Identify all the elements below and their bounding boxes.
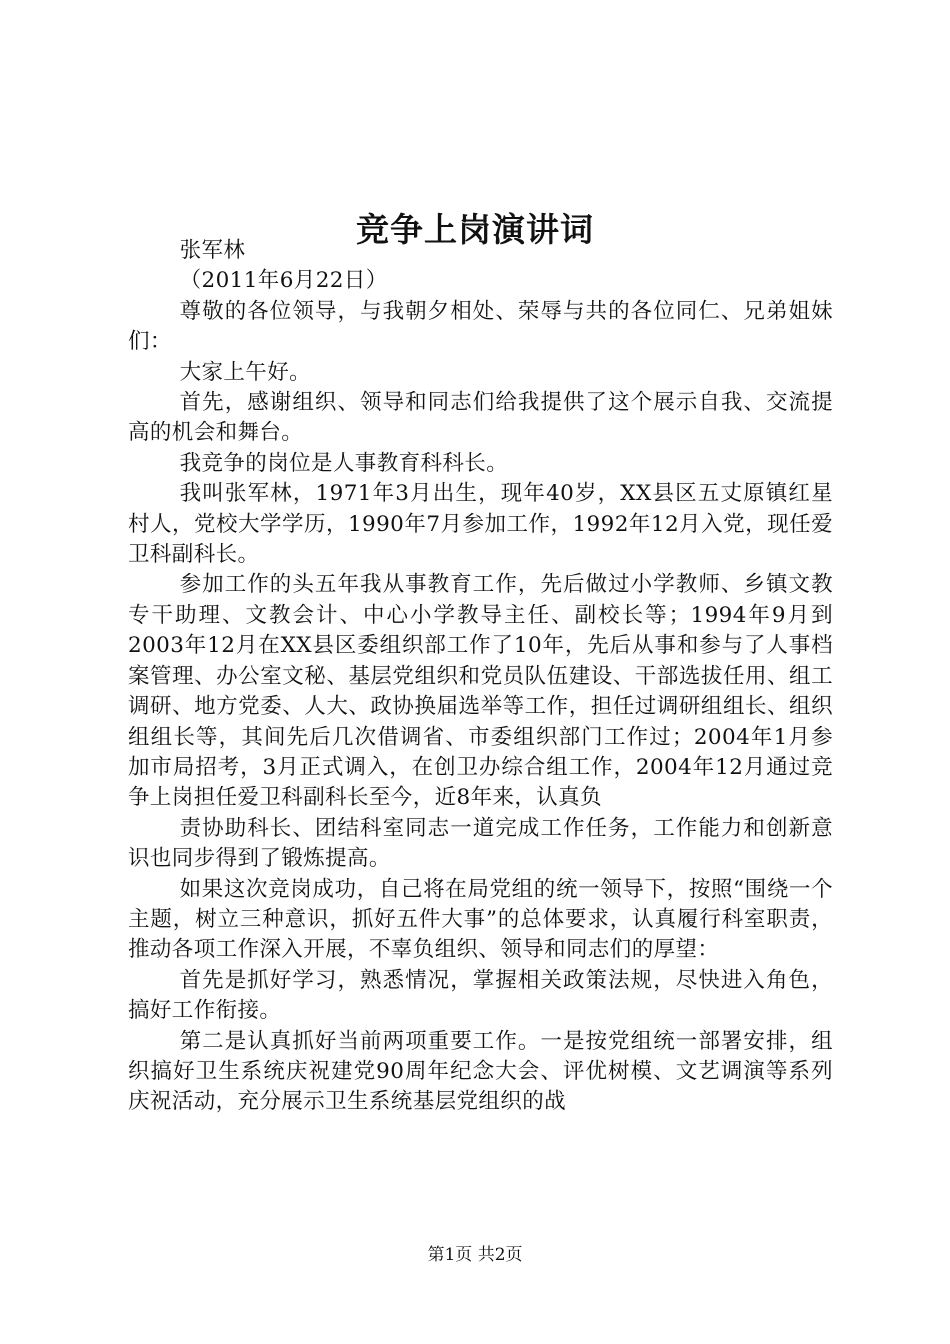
body-paragraph: 首先是抓好学习，熟悉情况，掌握相关政策法规，尽快进入角色，搞好工作衔接。 xyxy=(128,967,833,1024)
body-paragraph: 责协助科长、团结科室同志一道完成工作任务，工作能力和创新意识也同步得到了锻炼提高。 xyxy=(128,815,833,872)
speech-date: （2011年6月22日） xyxy=(179,268,388,294)
document-body xyxy=(128,236,833,1118)
page-number-footer: 第1页 共2页 xyxy=(427,1245,523,1265)
body-paragraph: 我叫张军林，1971年3月出生，现年40岁，XX县区五丈原镇红星村人，党校大学学历，1990年7月参加工作，1992年12月入党，现任爱卫科副科长。 xyxy=(128,481,833,568)
greeting: 大家上午好。 xyxy=(179,359,311,385)
body-paragraph: 首先，感谢组织、领导和同志们给我提供了这个展示自我、交流提高的机会和舞台。 xyxy=(128,390,833,446)
body-paragraph: 参加工作的头五年我从事教育工作，先后做过小学教师、乡镇文教专干助理、文教会计、中心小学教导主任、副校长等；1994年9月到2003年12月在XX县区委组织部工作了10年，先后从事和参与了人事档案管理、办公室文秘、基层党组织和党员队伍建设、干部选拔任用、组工调研、地方党委、人大、政协换届选举等工作，担任过调研组组长、组织组组长等，其间先后几次借调省、市委组织部门工作过；2004年1月参加市局招考，3月正式调入，在创卫办综合组工作，2004年12月通过竞争上岗担任爱卫科副科长至今，近8年来，认真负 xyxy=(128,572,833,811)
document-title: 竞争上岗演讲词 xyxy=(356,210,594,250)
body-paragraph: 我竞争的岗位是人事教育科科长。 xyxy=(179,450,509,476)
author-name: 张军林 xyxy=(179,238,246,263)
body-paragraph: 第二是认真抓好当前两项重要工作。一是按党组统一部署安排，组织搞好卫生系统庆祝建党90周年纪念大会、评优树模、文艺调演等系列庆祝活动，充分展示卫生系统基层党组织的战 xyxy=(128,1028,833,1115)
body-paragraph: 如果这次竞岗成功，自己将在局党组的统一领导下，按照“围绕一个主题，树立三种意识，抓好五件大事”的总体要求，认真履行科室职责，推动各项工作深入开展，不辜负组织、领导和同志们的厚望： xyxy=(128,876,833,963)
salutation: 尊敬的各位领导，与我朝夕相处、荣辱与共的各位同仁、兄弟姐妹们： xyxy=(128,298,833,355)
